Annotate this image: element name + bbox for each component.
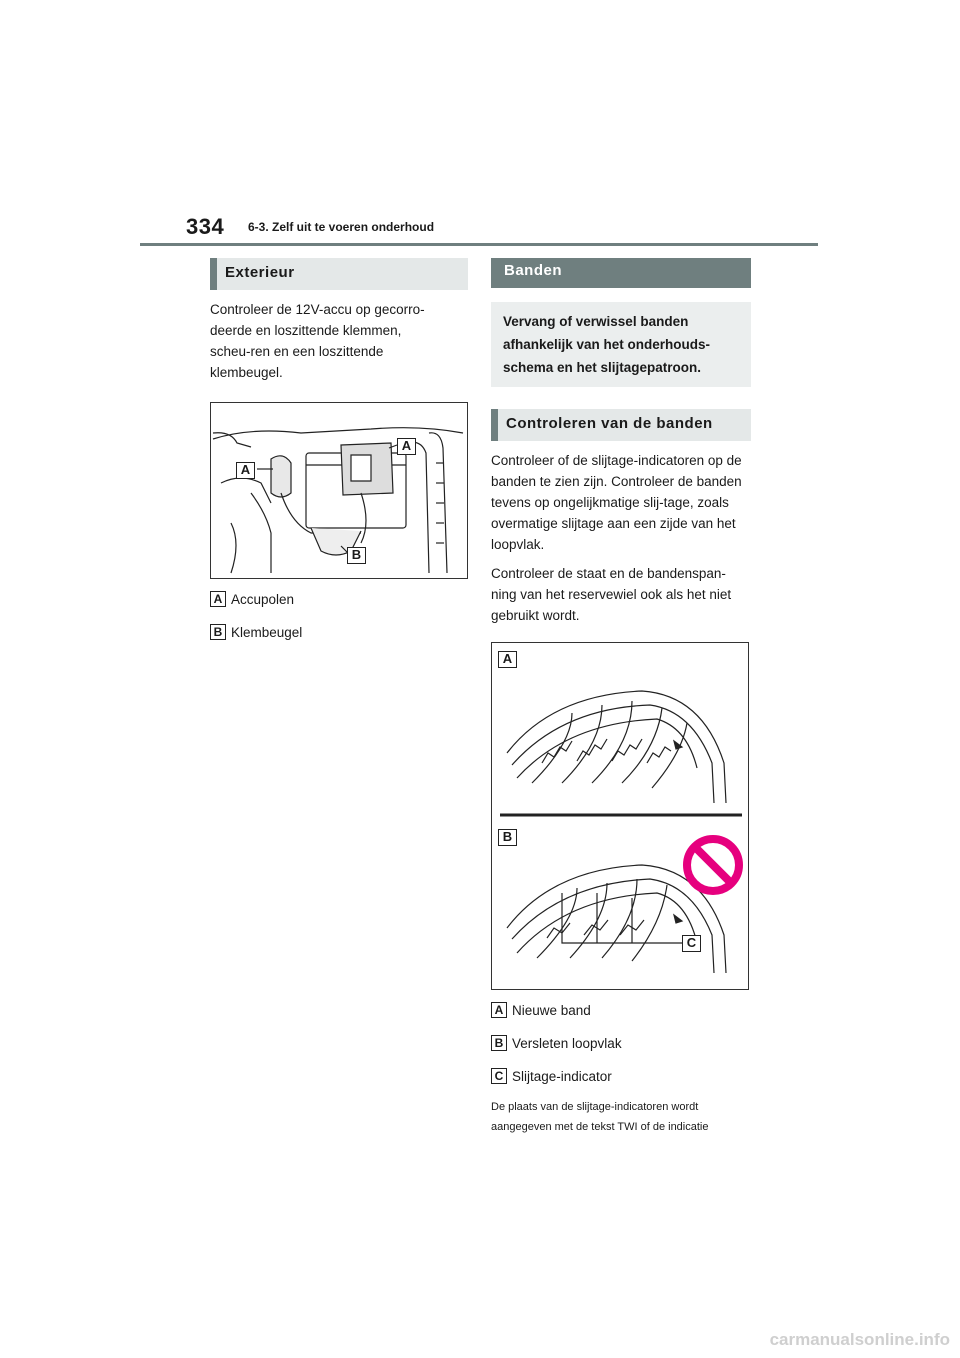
tire-figure	[491, 642, 749, 990]
legend-item	[491, 1067, 751, 1085]
right-column	[491, 258, 751, 1137]
section-heading-banden: Banden	[491, 258, 751, 288]
figure-callout-a-left: A	[236, 462, 255, 479]
figure-callout-a-right: A	[397, 438, 416, 455]
legend-text: Nieuwe band	[512, 1002, 591, 1018]
subheading-tire-check: Controleren van de banden	[491, 409, 751, 441]
battery-illustration	[211, 403, 467, 578]
legend-item	[491, 1001, 751, 1019]
legend-item	[210, 623, 468, 641]
figure-callout-a: A	[498, 651, 517, 668]
tire-illustration	[492, 643, 748, 989]
legend-text: Slijtage-indicator	[512, 1068, 612, 1084]
section-heading-exterieur: Exterieur	[210, 258, 468, 290]
left-column	[210, 258, 468, 641]
legend-badge: B	[210, 624, 226, 640]
maintenance-note: Vervang of verwissel banden afhankelijk van het onderhouds-schema en het slijtagepatroon.	[491, 302, 751, 387]
footer-watermark: carmanualsonline.info	[769, 1330, 950, 1349]
legend-badge: B	[491, 1035, 507, 1051]
figure-callout-b: B	[347, 547, 366, 564]
spare-tire-paragraph: Controleer de staat en de bandenspan-ning van het reservewiel ook als het niet gebruikt wordt.	[491, 566, 732, 623]
battery-figure	[210, 402, 468, 579]
tire-check-paragraph: Controleer of de slijtage-indicatoren op de banden te zien zijn. Controleer de banden tevens op ongelijkmatige slij-tage, zoals overmatige slijtage aan een zijde van het loopvlak.	[491, 453, 742, 552]
legend-item	[491, 1034, 751, 1052]
legend-text: Accupolen	[231, 591, 295, 607]
legend-badge: C	[491, 1068, 507, 1084]
figure-callout-c: C	[682, 935, 701, 952]
header-divider	[140, 243, 818, 246]
section-path: 6-3. Zelf uit te voeren onderhoud	[248, 220, 435, 234]
legend-badge: A	[210, 591, 226, 607]
legend-text: Klembeugel	[231, 624, 303, 640]
tire-footnote: De plaats van de slijtage-indicatoren wordt aangegeven met de tekst TWI of de indicatie	[491, 1101, 709, 1133]
page-number: 334	[186, 214, 225, 239]
legend-badge: A	[491, 1002, 507, 1018]
legend-text: Versleten loopvlak	[512, 1035, 622, 1051]
prohibition-icon	[687, 839, 739, 891]
legend-item	[210, 590, 468, 608]
battery-intro: Controleer de 12V-accu op gecorro-deerde en loszittende klemmen, scheu-ren en een loszittende klembeugel.	[210, 302, 425, 380]
figure-callout-b: B	[498, 829, 517, 846]
